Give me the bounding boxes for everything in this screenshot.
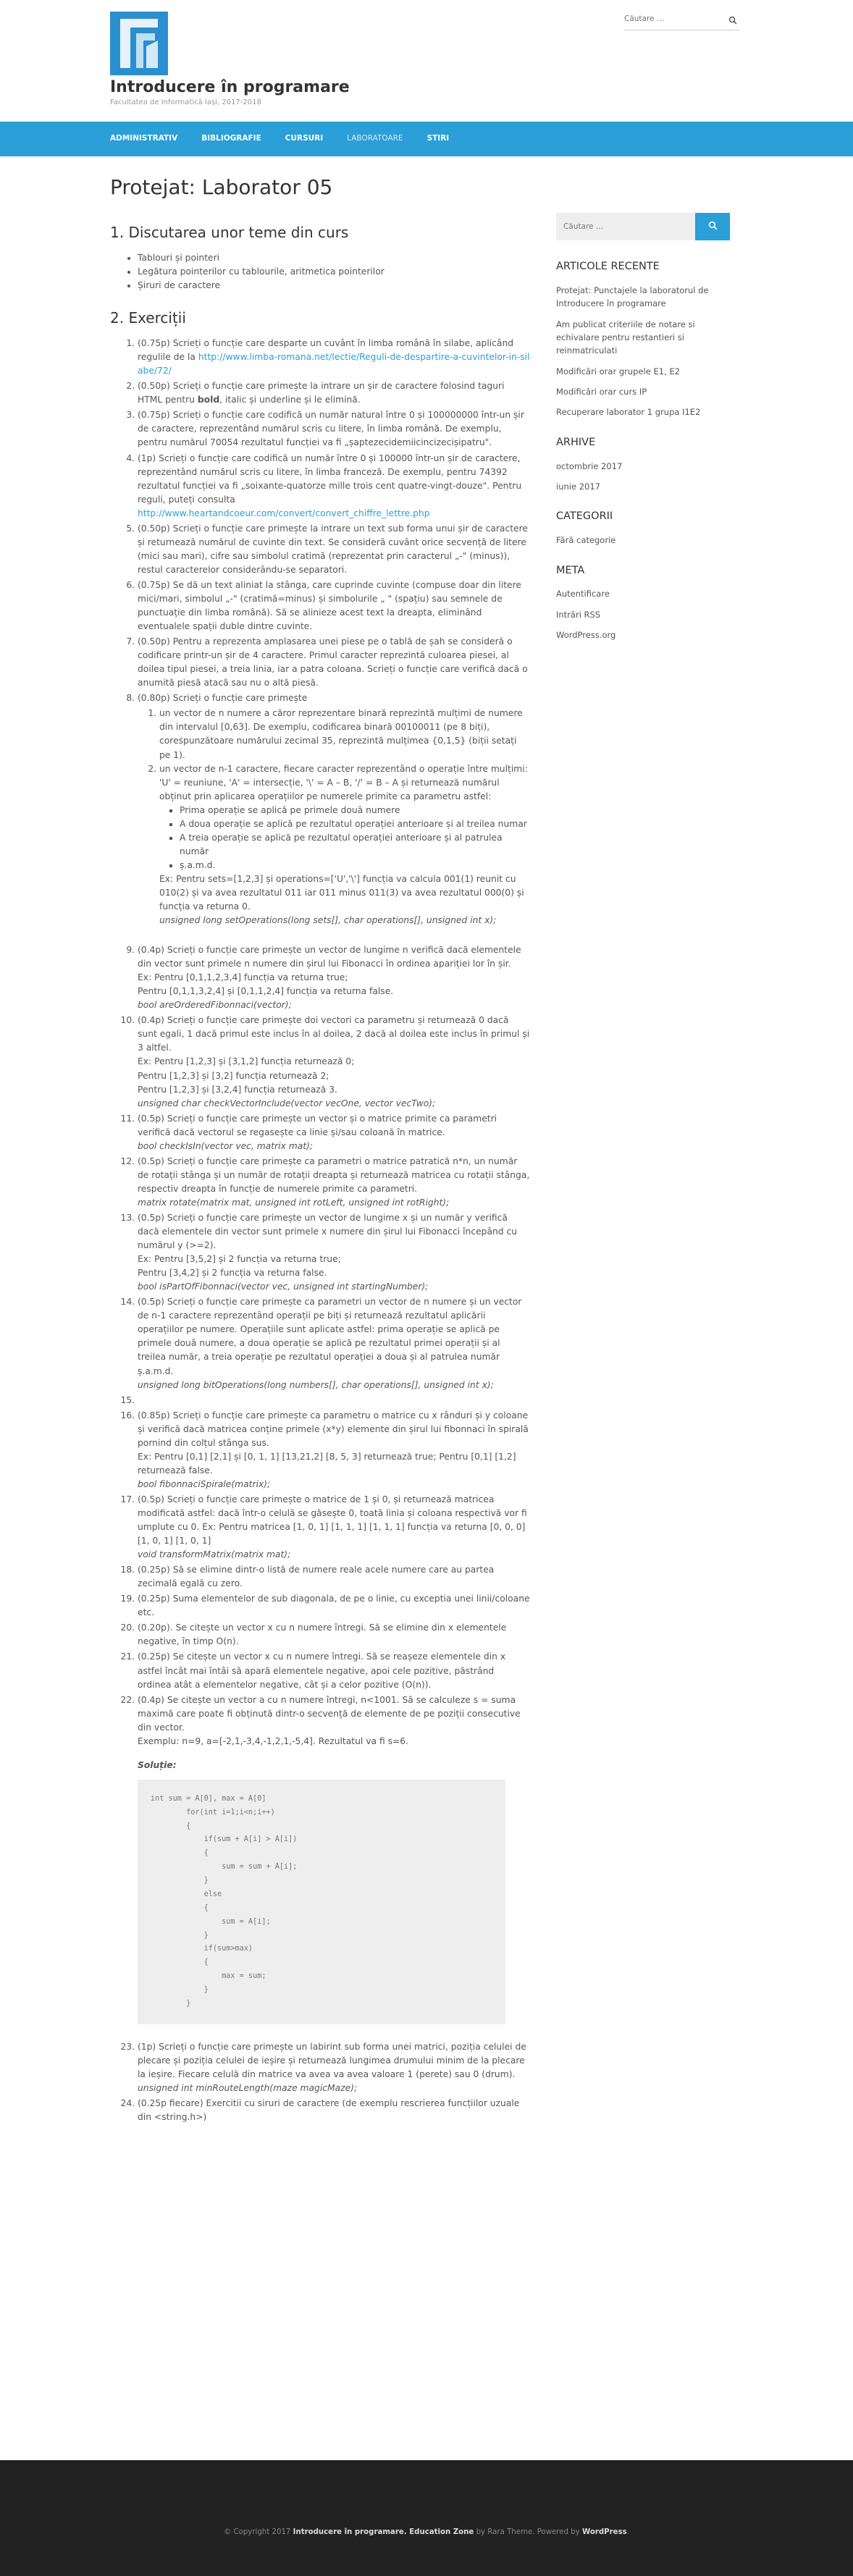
list-item: • Șiruri de caractere bbox=[138, 279, 530, 292]
list-item: ▪ Prima operație se aplică pe primele două numere bbox=[180, 804, 530, 817]
exercise-item bbox=[138, 1409, 530, 1491]
copyright-by: by Rara Theme. Powered by bbox=[474, 2528, 582, 2536]
widget-title: CATEGORII bbox=[556, 510, 613, 523]
exercise-item: 3. (0.75p) Scrieți o funcție care codifică un număr natural între 0 și 100000000 într-un șir de caractere, reprezentând numărul scris cu litere, în limba română. De exemplu, pentru numărul 70054 rezultatul funcției va fi „șaptezecidemiicincizecișipatru". bbox=[138, 408, 530, 450]
example-line: Ex: Pentru [0,1] [2,1] și [0, 1, 1] [13,21,2] [8, 5, 3] returnează true; Pentru [0,1] [1,2] returnează false. bbox=[138, 1451, 516, 1476]
widget-meta bbox=[556, 563, 730, 642]
exercise-text: 11. (0.5p) Scrieți o funcție care primește un vector și o matrice primite ca parametri verifică dacă vectorul se regasește ca linie și/sau coloană în matrice. bbox=[138, 1113, 497, 1137]
steps-list bbox=[180, 804, 530, 872]
widget-title: ARHIVE bbox=[556, 436, 596, 448]
solution-code-block: int sum = A[0], max = A[0] for(int i=1;i<n;i++) { if(sum + A[i] > A[i]) { sum = sum + A[i]; } else { sum = A[i]; } if(sum>max) { max = sum; } } bbox=[138, 1780, 505, 2024]
copyright-end: . bbox=[626, 2528, 629, 2536]
site-title[interactable]: Introducere în programare bbox=[110, 78, 350, 96]
exercise-text: 12. (0.5p) Scrieți o funcție care primește ca parametri o matrice patratică n*n, un număr de rotații stânga și un număr de rotații dreapta și returnează matricea cu rotații stânga, respectiv dreapta în funcție de numerele primite ca parametri. bbox=[138, 1156, 530, 1194]
recent-post-link[interactable]: Am publicat criteriile de notare si echivalare pentru restantieri si reinmatriculati bbox=[556, 319, 695, 356]
list-item: ▪ ș.a.m.d. bbox=[180, 859, 530, 872]
exercise-item-empty bbox=[138, 1394, 530, 1407]
exercise-text: un vector de n-1 caractere, fiecare caracter reprezentând o operație între mulțimi: 'U' = reuniune, 'A' = intersecție, '\' = A – B, '/' = B – A și returnează numărul obținut prin aplicarea operațiilor pe numerele primite ca parametru astfel: bbox=[159, 763, 528, 801]
exercise-item bbox=[138, 1493, 530, 1562]
archive-link[interactable]: octombrie 2017 bbox=[556, 460, 623, 471]
exercise-text: (0.80p) Scrieți o funcție care primește bbox=[138, 693, 308, 704]
function-signature: bool isPartOfFibonnaci(vector vec, unsigned int startingNumber); bbox=[138, 1281, 429, 1292]
function-signature bbox=[159, 914, 530, 927]
article-content bbox=[110, 222, 530, 2126]
exercise-text: (0.50p) Scrieți o funcție care primește la intrare un șir de caractere folosind taguri HTML pentru bbox=[138, 381, 505, 405]
nav-item-laboratoare[interactable]: LABORATOARE bbox=[347, 134, 403, 143]
sidebar-search bbox=[556, 213, 730, 240]
bold-word: bold bbox=[197, 395, 220, 405]
list-item: ▪ A treia operație se aplică pe rezultatul operației anterioare și al patrulea număr bbox=[180, 831, 530, 859]
nav-item-bibliografie[interactable]: BIBLIOGRAFIE bbox=[201, 134, 261, 143]
archive-link[interactable]: iunie 2017 bbox=[556, 481, 600, 492]
nav-item-stiri[interactable]: STIRI bbox=[426, 134, 450, 143]
widget-archive bbox=[556, 435, 730, 494]
recent-post-link[interactable]: Protejat: Punctajele la laboratorul de Introducere în programare bbox=[556, 285, 709, 309]
exercise-text: 13. (0.5p) Scrieți o funcție care primește un vector de lungime x și un număr y verifică dacă elementele din vector sunt primele x numere din șirul lui Fibonacci începând cu numărul y (>=2). bbox=[138, 1213, 518, 1251]
list-item: • Legătura pointerilor cu tablourile, aritmetica pointerilor bbox=[138, 265, 530, 279]
section-heading: 2. Exerciții bbox=[110, 309, 186, 327]
sidebar-search-input[interactable] bbox=[556, 213, 695, 240]
exercise-text: 14. (0.5p) Scrieți o funcție care primește ca parametri un vector de n numere și un vector de n-1 caractere reprezentând operații pe biți și returnează rezultatul aplicării operațiilor pe numere. Operațiile sunt aplicate astfel: prima operație se aplică pe primele două numere, a doua operație se aplică pe rezultatul primei operații și al treilea număr, a treia operație pe rezultatul operației a doua și al patrulea număr ș.a.m.d. bbox=[138, 1297, 522, 1376]
sidebar bbox=[556, 213, 730, 657]
recent-post-link[interactable]: Recuperare laborator 1 grupa I1E2 bbox=[556, 407, 701, 418]
exercise-item: 7. (0.50p) Pentru a reprezenta amplasarea unei piese pe o tablă de șah se consideră o codificare printr-un șir de 4 caractere. Primul caracter reprezintă culoarea piesei, al doilea tipul piesei, a treia linia, iar a patra coloana. Scrieți o funcție care verifică dacă o anumită piesă atacă sau nu o altă piesă. bbox=[138, 635, 530, 690]
exercise-text: 22. (0.4p) Se citește un vector a cu n numere întregi, n<1001. Să se calculeze s = suma maximă care poate fi obținută dintr-o secvență de elemente de pe poziții consecutive din vector. bbox=[138, 1694, 521, 1733]
search-icon[interactable] bbox=[728, 15, 737, 30]
sub-list bbox=[159, 707, 530, 927]
list-item: ▪ A doua operație se aplică pe rezultatul operației anterioare și al treilea numar bbox=[180, 817, 530, 831]
signature-text: unsigned long setOperations(long sets[], char operations[], unsigned int x); bbox=[159, 915, 497, 926]
site-footer bbox=[0, 2460, 853, 2576]
sidebar-search-button[interactable] bbox=[695, 213, 730, 240]
section-heading: 1. Discutarea unor teme din curs bbox=[110, 224, 349, 241]
header-search-input[interactable] bbox=[624, 12, 718, 23]
exercise-item bbox=[138, 1014, 530, 1110]
site-header bbox=[0, 0, 853, 122]
function-signature: matrix rotate(matrix mat, unsigned int rotLeft, unsigned int rotRight); bbox=[138, 1197, 450, 1208]
site-description: Facultatea de Informatică Iași, 2017-2018 bbox=[110, 98, 261, 106]
exercise-item bbox=[138, 452, 530, 521]
main-navigation bbox=[0, 122, 853, 156]
example-line: Pentru [1,2,3] și [3,2] funcția returnează 2; bbox=[138, 1070, 329, 1081]
example-text: Ex: Pentru sets=[1,2,3] și operations=['U','\'] funcția va calcula 001(1) reunit cu 010(2) și va avea rezultatul 011 iar 011 minus 011(3) va avea rezultatul 000(0) și funcția va returna 0. bbox=[159, 873, 524, 912]
exercise-item bbox=[138, 691, 530, 942]
page-title: Protejat: Laborator 05 bbox=[110, 175, 333, 199]
widget-categories bbox=[556, 509, 730, 547]
exercise-text: (1p) Scrieți o funcție care codifică un număr între 0 și 100000 într-un șir de caractere, reprezentând numărul scris cu litere, în limba franceză. De exemplu, pentru 74392 rezultatul funcției va fi „soixante-quatorze mille trois cent quatre-vingt-douze". Pentru reguli, puteți consulta bbox=[138, 453, 522, 505]
exercise-item: 5. (0.50p) Scrieți o funcție care primește la intrare un text sub forma unui șir de caractere și returnează numărul de cuvinte din text. Se consideră cuvânt orice secvență de litere (mici sau mari), cifre sau simbolul cratimă (reprezentat prin caracterul „-" (minus)), restul caracterelor considerându-se separatori. bbox=[138, 522, 530, 577]
exercise-item: 6. (0.75p) Se dă un text aliniat la stânga, care cuprinde cuvinte (compuse doar din litere mici/mari, simbolul „-" (cratimă=minus) și simbolurile „ " (spațiu) sau semnele de punctuație din limba română). Să se alinieze acest text la dreapta, eliminând eventualele spații duble dintre cuvinte. bbox=[138, 578, 530, 634]
exercise-item: 18. (0.25p) Să se elimine dintr-o listă de numere reale acele numere care au partea zecimală egală cu zero. bbox=[138, 1563, 530, 1591]
link-convert[interactable]: http://www.heartandcoeur.com/convert/convert_chiffre_lettre.php bbox=[138, 508, 430, 518]
exercise-text: (0.75p) Scrieți o funcție care desparte un cuvânt în limba română în silabe, aplicând regulile de la bbox=[138, 338, 514, 363]
function-signature: bool areOrderedFibonnaci(vector); bbox=[138, 1000, 292, 1011]
link-silabe[interactable]: http://www.limba-romana.net/lectie/Reguli-de-despartire-a-cuvintelor-in-silabe/72/ bbox=[138, 352, 530, 376]
category-link[interactable]: Fără categorie bbox=[556, 535, 616, 546]
exercise-item bbox=[138, 1693, 530, 2039]
nav-item-cursuri[interactable]: CURSURI bbox=[285, 134, 324, 143]
sub-item: 1. un vector de n numere a căror reprezentare binară reprezintă mulțimi de numere din intervalul [0,63]. De exemplu, codificarea binară 00100011 (pe 8 biți), corespunzătoare numărului zecimal 35, reprezintă mulțimea {0,1,5} (biții setați pe 1). bbox=[159, 707, 530, 762]
meta-link-login[interactable]: Autentificare bbox=[556, 589, 610, 599]
exercise-item bbox=[138, 2040, 530, 2095]
exercise-item bbox=[138, 379, 530, 407]
sub-item bbox=[159, 762, 530, 928]
exercise-text: 17. (0.5p) Scrieți o funcție care primește o matrice de 1 și 0, și returnează matricea modificată astfel: dacă într-o celulă se găsește 0, toată linia și coloana respectivă vor fi umplute cu 0. Ex: Pentru matricea [1, 0, 1] [1, 1, 1] [1, 1, 1] funcția va returna [0, 0, 0] [1, 0, 1] [1, 0, 1] bbox=[138, 1494, 527, 1546]
nav-item-administrativ[interactable]: ADMINISTRATIV bbox=[110, 134, 178, 143]
example-line: Pentru [3,4,2] și 2 funcția va returna false. bbox=[138, 1268, 327, 1279]
function-signature: unsigned int minRouteLength(maze magicMaze); bbox=[138, 2082, 358, 2093]
header-search bbox=[624, 12, 740, 30]
search-icon bbox=[708, 221, 718, 232]
exercise-list bbox=[138, 337, 530, 2124]
example-line: Ex: Pentru [1,2,3] și [3,1,2] funcția returnează 0; bbox=[138, 1056, 355, 1067]
meta-link-wordpress[interactable]: WordPress.org bbox=[556, 630, 616, 641]
exercise-item: 21. (0.25p) Se citește un vector x cu n numere întregi. Să se reașeze elementele din x astfel încât mai întâi să apară elementele negative, apoi cele pozitive, păstrând ordinea atât a elementelor negative, cât și a celor pozitive (O(n)). bbox=[138, 1650, 530, 1691]
example-line: Pentru [0,1,1,3,2,4] și [0,1,1,2,4] funcția va returna false. bbox=[138, 986, 394, 997]
footer-theme-name[interactable]: . Education Zone bbox=[403, 2528, 474, 2536]
exercise-text: 23. (1p) Scrieți o funcție care primește un labirint sub forma unei matrici, poziția celulei de plecare și poziția celulei de ieșire și returnează lungimea drumului minim de la plecare la ieșire. Fiecare celulă din matrice va avea va avea valoare 1 (perete) sau 0 (drum). bbox=[138, 2041, 526, 2079]
exercise-item bbox=[138, 1211, 530, 1294]
exercise-item bbox=[138, 337, 530, 378]
site-logo[interactable] bbox=[110, 12, 168, 75]
example-line: Ex: Pentru [0,1,1,2,3,4] funcția va returna true; bbox=[138, 972, 348, 983]
recent-post-link[interactable]: Modificări orar grupele E1, E2 bbox=[556, 366, 680, 376]
exercise-text: 10. (0.4p) Scrieți o funcție care primește doi vectori ca parametru și returnează 0 dacă sunt egali, 1 dacă primul este inclus în al doilea, 2 dacă al doilea este inclus în primul și 3 altfel. bbox=[138, 1015, 530, 1053]
exercise-item: 19. (0.25p) Suma elementelor de sub diagonala, de pe o linie, cu exceptia unei linii/coloane etc. bbox=[138, 1592, 530, 1620]
footer-wordpress-link[interactable]: WordPress bbox=[581, 2528, 627, 2536]
exercise-item: 24. (0.25p fiecare) Exercitii cu siruri de caractere (de exemplu rescrierea funcțiilor uzuale din <string.h>) bbox=[138, 2097, 530, 2124]
exercise-item: 20. (0.20p). Se citește un vector x cu n numere întregi. Să se elimine din x elementele negative, în timp O(n). bbox=[138, 1621, 530, 1649]
list-item: • Tablouri și pointeri bbox=[138, 251, 530, 265]
exercise-text: 16. (0.85p) Scrieți o funcție care primește ca parametru o matrice cu x rânduri și y coloane și verifică dacă matricea conține primele (x*y) elemente din șirul lui fibonnaci în spirală pornind din colțul stânga sus. bbox=[138, 1410, 529, 1448]
recent-post-link[interactable]: Modificări orar curs IP bbox=[556, 387, 647, 397]
copyright bbox=[0, 2527, 853, 2538]
widget-recent-posts bbox=[556, 259, 730, 419]
function-signature: unsigned long bitOperations(long numbers[], char operations[], unsigned int x); bbox=[138, 1379, 494, 1390]
footer-site-link[interactable]: Introducere în programare bbox=[293, 2528, 404, 2536]
exercise-item bbox=[138, 1295, 530, 1392]
function-signature: unsigned char checkVectorInclude(vector vecOne, vector vecTwo); bbox=[138, 1098, 436, 1108]
topics-list bbox=[138, 251, 530, 292]
exercise-item bbox=[138, 943, 530, 1012]
function-signature: void transformMatrix(matrix mat); bbox=[138, 1549, 291, 1560]
example-line: Pentru [1,2,3] și [3,2,4] funcția returnează 3. bbox=[138, 1084, 337, 1095]
function-signature: bool checkIsIn(vector vec, matrix mat); bbox=[138, 1140, 314, 1151]
solution-label: Soluție: bbox=[138, 1759, 177, 1770]
copyright-prefix: © Copyright 2017 bbox=[224, 2528, 293, 2536]
meta-link-rss[interactable]: Intrări RSS bbox=[556, 609, 601, 620]
example-line: Exemplu: n=9, a=[-2,1,-3,4,-1,2,1,-5,4]. Rezultatul va fi s=6. bbox=[138, 1735, 409, 1746]
widget-title: ARTICOLE RECENTE bbox=[556, 261, 660, 272]
widget-title: META bbox=[556, 564, 585, 576]
exercise-text: 9. (0.4p) Scrieți o funcție care primește un vector de lungime n verifică dacă elementele din vector sunt primele n numere din șirul lui Fibonacci în ordinea apariției lor în șir. bbox=[138, 945, 521, 969]
exercise-item bbox=[138, 1155, 530, 1210]
example-line: Ex: Pentru [3,5,2] și 2 funcția va returna true; bbox=[138, 1254, 341, 1265]
exercise-text: , italic și underline și le elimină. bbox=[219, 395, 361, 405]
exercise-item bbox=[138, 1112, 530, 1153]
function-signature: bool fibonnaciSpirale(matrix); bbox=[138, 1478, 271, 1489]
